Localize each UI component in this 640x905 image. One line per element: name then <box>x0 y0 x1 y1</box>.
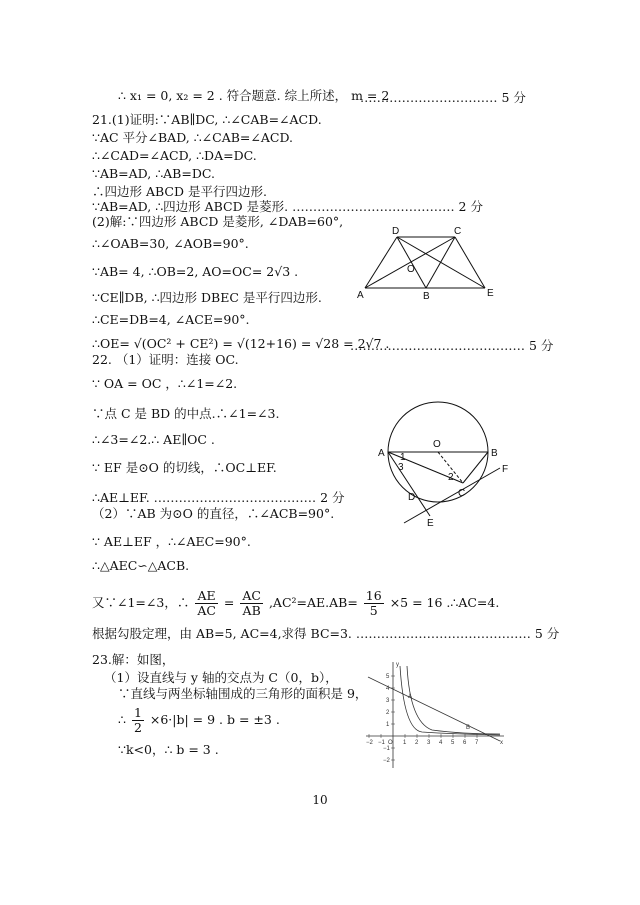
line-21: ∵ AE⊥EF ，∴∠AEC=90°. <box>92 534 251 549</box>
line-16: ∵点 C 是 BD 的中点.∴∠1=∠3. <box>92 406 280 421</box>
line-2: 21.(1)证明:∵AB∥DC, ∴∠CAB=∠ACD. <box>92 112 322 127</box>
line-11: ∵CE∥DB, ∴四边形 DBEC 是平行四边形. <box>92 290 322 305</box>
ytick-4: 4 <box>386 686 390 692</box>
line-8: (2)解:∵四边形 ABCD 是菱形, ∠DAB=60°, <box>92 214 344 229</box>
point-b-label: B <box>466 725 471 731</box>
line-24: 根据勾股定理，由 AB=5, AC=4,求得 BC=3. …………………………………… 5 分 <box>92 626 560 641</box>
point-a-label: A <box>408 694 413 700</box>
label-angle3: 3 <box>398 462 404 473</box>
fraction-ae-ac <box>195 589 218 618</box>
label-a: A <box>357 290 364 301</box>
xtick-neg1: −1 <box>378 740 385 746</box>
line-20: （2）∵AB 为⊙O 的直径，∴∠ACB=90°. <box>92 506 335 521</box>
label-e2: E <box>427 518 434 529</box>
frac-num: 16 <box>365 588 382 603</box>
line-17: ∴∠3=∠2.∴ AE∥OC . <box>92 432 215 447</box>
label-o: O <box>407 264 415 275</box>
fraction-16-5 <box>364 589 384 618</box>
xtick-2: 2 <box>415 740 419 746</box>
xtick-1: 1 <box>403 740 407 746</box>
line-23-mid: ,AC²=AE.AB= <box>268 595 358 610</box>
line-14: 22. （1）证明：连接 OC. <box>92 352 239 367</box>
ytick-neg1: −1 <box>383 746 390 752</box>
line-23 <box>92 586 499 620</box>
line-23-eq: = <box>223 595 235 610</box>
line-28-post: ×6·|b| = 9 . b = ±3 . <box>149 712 280 727</box>
line-9: ∴∠OAB=30, ∠AOB=90°. <box>92 236 249 251</box>
label-b: B <box>423 291 430 302</box>
label-b2: B <box>491 448 498 459</box>
label-c: C <box>454 226 462 237</box>
label-c2: C <box>458 488 466 499</box>
label-d: D <box>392 226 400 237</box>
axis-x-label: x <box>500 740 503 746</box>
line-23-post: ×5 = 16 .∴AC=4. <box>389 595 500 610</box>
ytick-3: 3 <box>386 698 390 704</box>
line-3: ∵AC 平分∠BAD, ∴∠CAB=∠ACD. <box>92 130 294 145</box>
frac-den: 2 <box>133 720 142 735</box>
line-6: ∴四边形 ABCD 是平行四边形. <box>92 184 267 199</box>
line-13: ∴OE= √(OC² + CE²) = √(12+16) = √28 = 2√7 . <box>92 336 390 351</box>
line-7: ∵AB=AD, ∴四边形 ABCD 是菱形. ………………………………… 2 分 <box>92 199 483 214</box>
label-angle2: 2 <box>448 472 454 483</box>
xtick-6: 6 <box>463 740 467 746</box>
line-27: ∵直线与两坐标轴围成的三角形的面积是 9， <box>118 686 368 701</box>
axis-y-label: y <box>396 662 399 668</box>
line-19: ∴AE⊥EF. ………………………………… 2 分 <box>92 490 345 505</box>
xtick-5: 5 <box>451 740 455 746</box>
frac-den: AB <box>242 603 261 618</box>
fraction-ac-ab <box>240 589 263 618</box>
label-angle1: 1 <box>400 452 406 463</box>
frac-num: AC <box>242 588 261 603</box>
line-26: （1）设直线与 y 轴的交点为 C（0，b）， <box>104 670 338 685</box>
line-10: ∵AB= 4, ∴OB=2, AO=OC= 2√3 . <box>92 264 299 279</box>
line-25: 23.解：如图， <box>92 652 175 667</box>
line-4: ∴∠CAD=∠ACD, ∴DA=DC. <box>92 148 257 163</box>
line-28 <box>118 704 280 736</box>
xtick-neg2: −2 <box>366 740 373 746</box>
xtick-4: 4 <box>439 740 443 746</box>
line-18: ∵ EF 是⊙O 的切线，∴OC⊥EF. <box>92 460 277 475</box>
figure-circle <box>372 400 522 530</box>
line-5: ∵AB=AD, ∴AB=DC. <box>92 166 215 181</box>
score-2: …………………………………… 5 分 <box>350 338 554 353</box>
line-23-pre: 又∵∠1=∠3，∴ <box>92 595 190 610</box>
label-a2: A <box>378 448 385 459</box>
frac-den: AC <box>197 603 216 618</box>
line-29: ∵k<0，∴ b = 3 . <box>118 742 219 757</box>
frac-num: 1 <box>133 705 142 720</box>
line-15: ∵ OA = OC ，∴∠1=∠2. <box>92 376 238 391</box>
ytick-5: 5 <box>386 674 390 680</box>
figure-rhombus <box>355 224 505 306</box>
origin-label: O <box>388 740 393 746</box>
ytick-1: 1 <box>386 722 390 728</box>
ytick-neg2: −2 <box>383 758 390 764</box>
line-28-pre: ∴ <box>118 712 126 727</box>
line-22: ∴△AEC∽△ACB. <box>92 558 190 573</box>
score-1: …………………………… 5 分 <box>360 90 526 105</box>
xtick-7: 7 <box>475 740 479 746</box>
figure-graph <box>362 660 507 770</box>
frac-den: 5 <box>369 603 378 618</box>
label-e: E <box>487 288 494 299</box>
page-number: 10 <box>312 793 328 807</box>
xtick-3: 3 <box>427 740 431 746</box>
label-d2: D <box>408 492 416 503</box>
frac-num: AE <box>195 589 218 604</box>
line-12: ∴CE=DB=4, ∠ACE=90°. <box>92 312 250 327</box>
label-o2: O <box>433 439 441 450</box>
fraction-half <box>132 706 144 735</box>
line-1: ∴ x₁ = 0, x₂ = 2 . 符合题意. 综上所述， m = 2 <box>118 88 390 103</box>
ytick-2: 2 <box>386 710 390 716</box>
label-f2: F <box>502 464 509 475</box>
